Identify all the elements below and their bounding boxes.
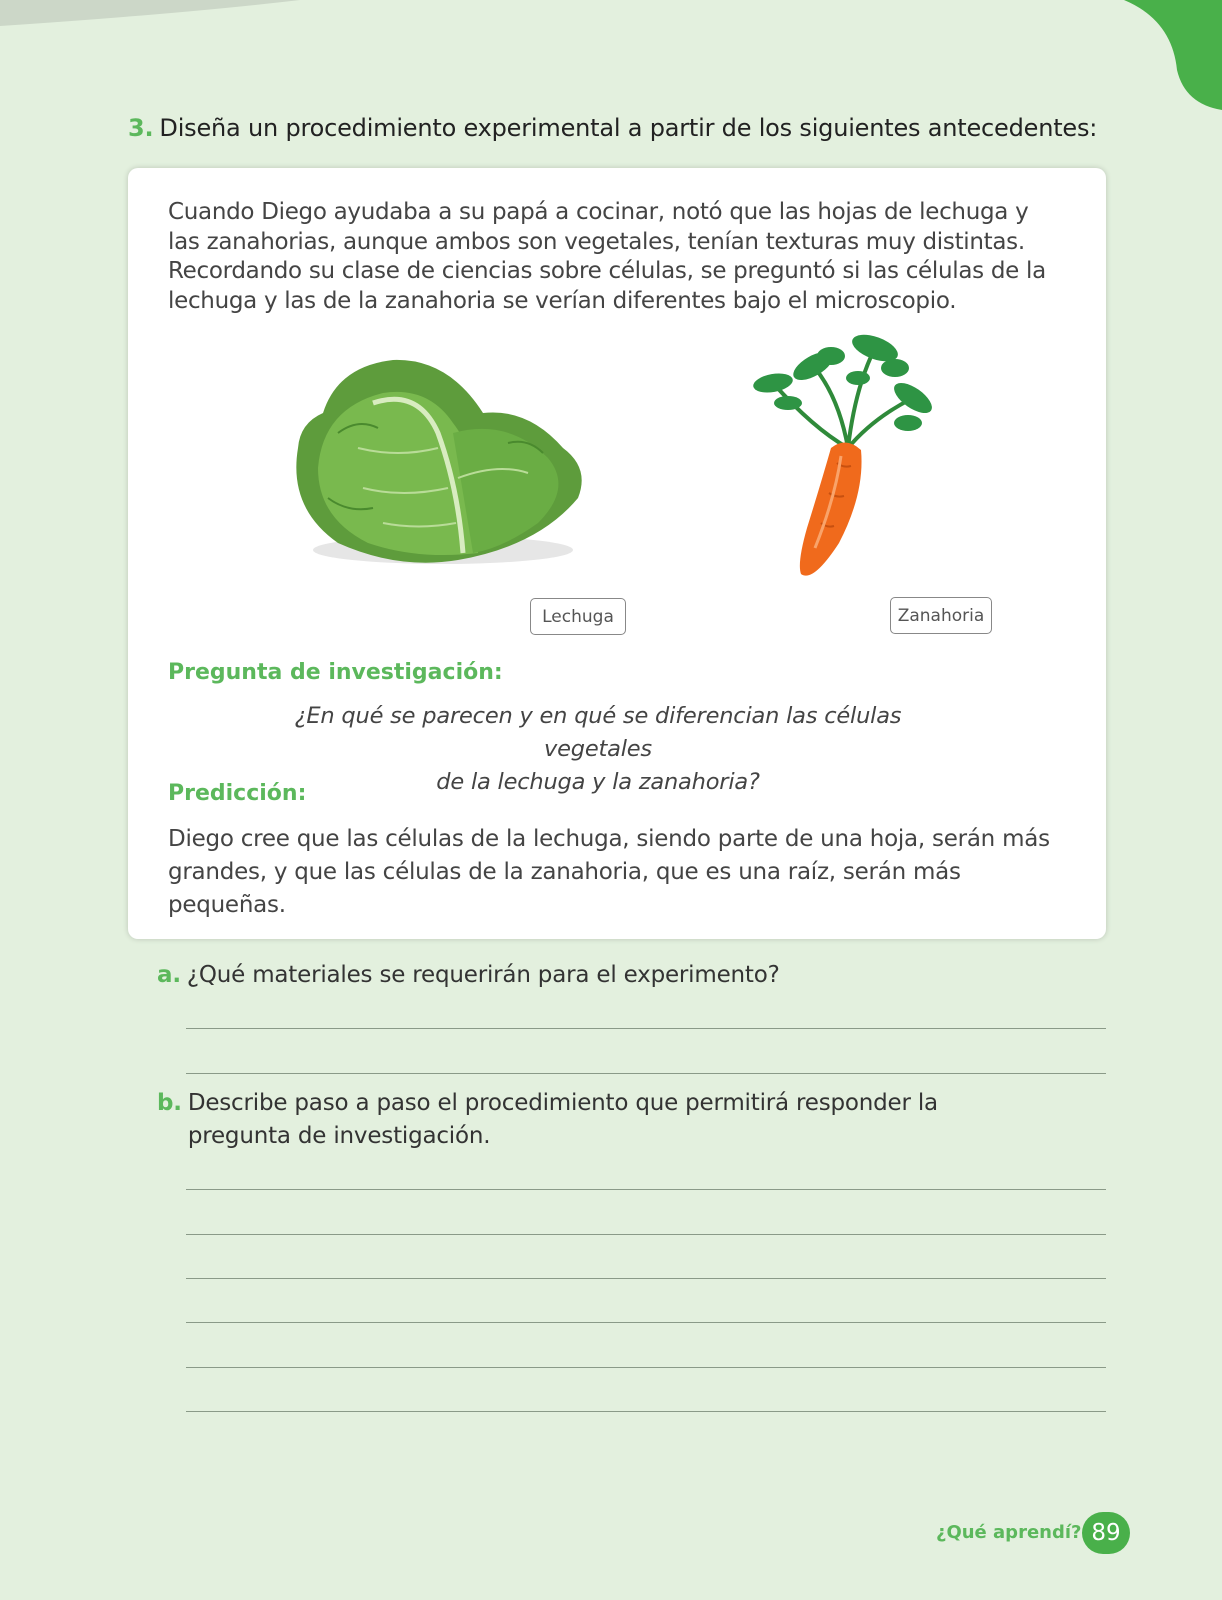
answer-line[interactable] xyxy=(186,1073,1106,1074)
page-number-badge: 89 xyxy=(1082,1512,1130,1554)
carrot-image xyxy=(743,328,943,588)
question-text: Diseña un procedimiento experimental a partir de los siguientes antecedentes: xyxy=(159,114,1098,142)
research-question-title: Pregunta de investigación: xyxy=(168,660,503,685)
subquestion-a xyxy=(157,959,780,992)
prediction-paragraph xyxy=(168,823,1068,922)
research-question-line: de la lechuga y la zanahoria? xyxy=(436,769,760,795)
answer-line[interactable] xyxy=(186,1367,1106,1368)
lettuce-image xyxy=(278,338,598,588)
research-question xyxy=(238,700,958,799)
prediction-title: Predicción: xyxy=(168,781,307,806)
intro-line: las zanahorias, aunque ambos son vegetales, tenían texturas muy distintas. xyxy=(168,228,1025,255)
research-question-line: ¿En qué se parecen y en qué se diferencian las células vegetales xyxy=(294,703,902,762)
answer-line[interactable] xyxy=(186,1234,1106,1235)
subquestion-text: ¿Qué materiales se requerirán para el experimento? xyxy=(186,962,780,988)
answer-line[interactable] xyxy=(186,1322,1106,1323)
question-title xyxy=(128,114,1097,142)
subquestion-b xyxy=(157,1087,1038,1153)
answer-line[interactable] xyxy=(186,1189,1106,1190)
carrot-label: Zanahoria xyxy=(890,597,992,634)
intro-line: Cuando Diego ayudaba a su papá a cocinar, notó que las hojas de lechuga y xyxy=(168,199,1029,225)
intro-line: Recordando su clase de ciencias sobre células, se preguntó si las células de la xyxy=(168,258,1046,284)
prediction-line: Diego cree que las células de la lechuga, siendo parte de una hoja, serán más xyxy=(168,826,1050,852)
prediction-line: grandes, y que las células de la zanahoria, que es una raíz, serán más pequeñas. xyxy=(168,859,961,918)
answer-line[interactable] xyxy=(186,1028,1106,1029)
intro-line: lechuga y las de la zanahoria se verían diferentes bajo el microscopio. xyxy=(168,287,957,314)
footer-section-label: ¿Qué aprendí? xyxy=(936,1522,1082,1543)
page-decoration xyxy=(0,0,1222,130)
subquestion-text: Describe paso a paso el procedimiento que permitirá responder la pregunta de investigación. xyxy=(187,1090,938,1149)
intro-paragraph xyxy=(168,198,1048,316)
subquestion-letter: a. xyxy=(157,962,181,988)
question-number: 3. xyxy=(128,114,154,142)
subquestion-letter: b. xyxy=(157,1090,182,1116)
answer-line[interactable] xyxy=(186,1411,1106,1412)
lettuce-label: Lechuga xyxy=(530,598,626,635)
answer-line[interactable] xyxy=(186,1278,1106,1279)
context-card xyxy=(128,168,1106,939)
